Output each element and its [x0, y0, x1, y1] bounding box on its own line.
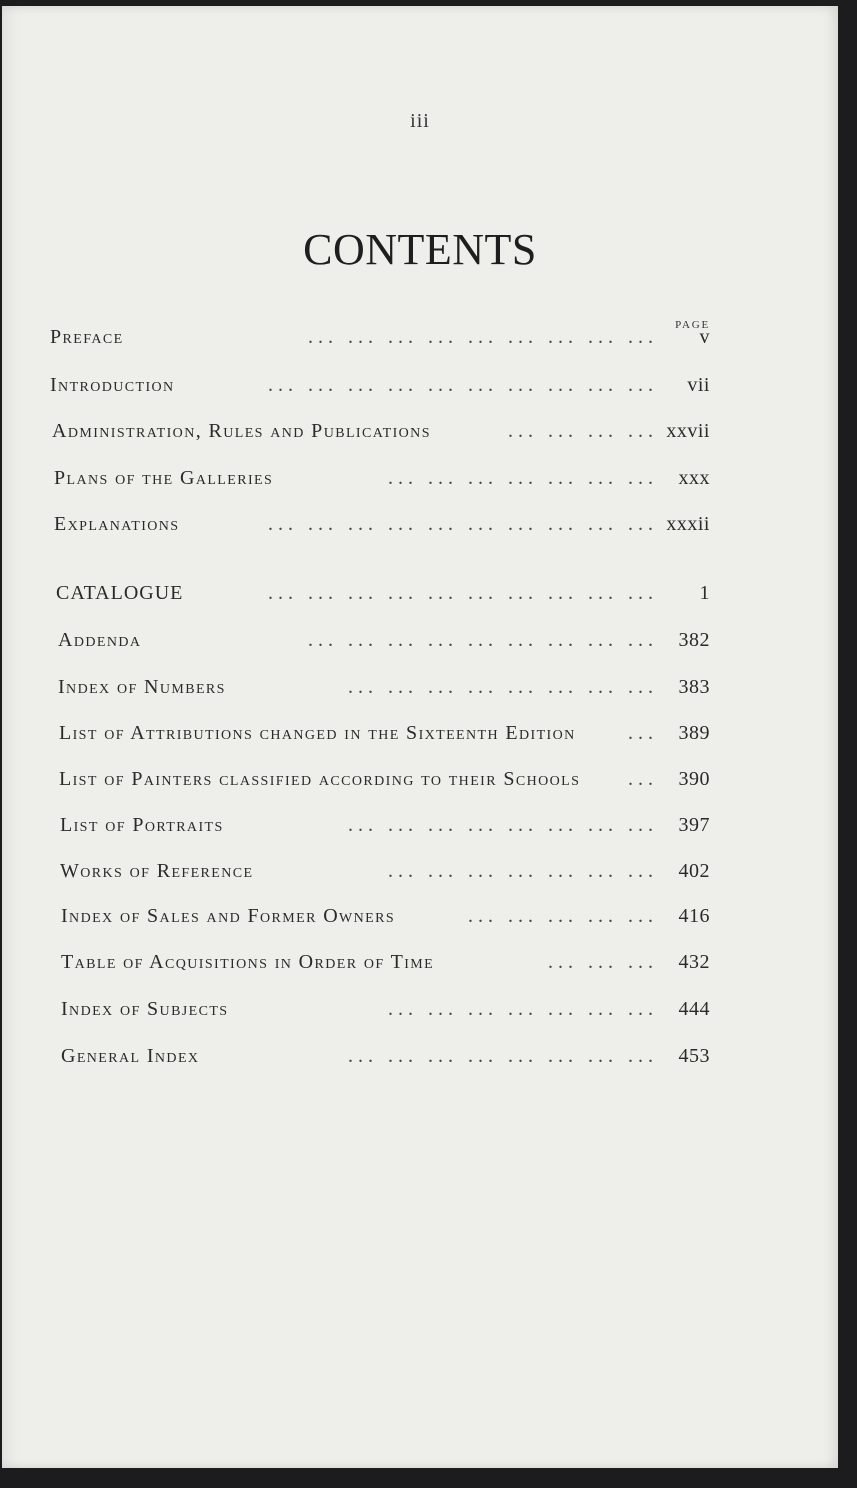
- toc-entry-label: Addenda: [58, 629, 142, 651]
- leader-dots: ... ... ... ... ... ... ... ... ...: [308, 629, 658, 651]
- toc-entry-label: List of Attributions changed in the Sixteenth Edition: [59, 722, 576, 744]
- leader-dots: ...: [628, 722, 658, 744]
- toc-entry-portraits: [60, 814, 710, 844]
- toc-entry-label: Introduction: [50, 374, 175, 396]
- toc-entry-index-of-subjects: [61, 998, 710, 1028]
- toc-entry-label: Explanations: [54, 513, 180, 535]
- toc-entry-page: 389: [678, 722, 710, 744]
- toc-entry-label: CATALOGUE: [56, 582, 184, 604]
- toc-entry-general-index: [61, 1045, 710, 1075]
- toc-entry-page: xxvii: [666, 420, 710, 442]
- toc-entry-page: 416: [678, 905, 710, 927]
- toc-entry-label: Table of Acquisitions in Order of Time: [61, 951, 435, 973]
- toc-entry-addenda: [58, 629, 710, 659]
- leader-dots: ... ... ... ... ... ... ... ...: [348, 1045, 658, 1067]
- leader-dots: ... ... ... ... ...: [468, 905, 658, 927]
- toc-entry-page: 382: [678, 629, 710, 651]
- leader-dots: ... ... ... ... ... ... ... ... ...: [308, 326, 658, 348]
- page-column-label: page: [675, 316, 710, 332]
- toc-entry-acquisitions: [61, 951, 710, 981]
- toc-entry-label: General Index: [61, 1045, 200, 1067]
- toc-entry-label: Index of Sales and Former Owners: [61, 905, 396, 927]
- toc-entry-page: 444: [678, 998, 710, 1020]
- leader-dots: ... ... ... ... ... ... ...: [388, 467, 658, 489]
- leader-dots: ... ... ... ... ... ... ... ...: [348, 814, 658, 836]
- toc-entry-page: 390: [678, 768, 710, 790]
- toc-entry-page: v: [699, 326, 710, 348]
- leader-dots: ... ... ... ... ... ... ...: [388, 860, 658, 882]
- toc-entry-preface: [50, 326, 710, 356]
- leader-dots: ... ... ... ... ... ... ... ...: [348, 676, 658, 698]
- toc-entry-label: Works of Reference: [60, 860, 254, 882]
- leader-dots: ...: [628, 768, 658, 790]
- toc-entry-attributions-changed: [59, 722, 710, 752]
- leader-dots: ... ... ... ... ... ... ... ... ... ...: [268, 513, 658, 535]
- toc-entry-index-of-numbers: [58, 676, 710, 706]
- toc-entry-page: 402: [678, 860, 710, 882]
- toc-entry-catalogue: [56, 582, 710, 612]
- toc-entry-page: 397: [678, 814, 710, 836]
- toc-entry-works-of-reference: [60, 860, 710, 890]
- toc-entry-page: 453: [678, 1045, 710, 1067]
- toc-entry-page: xxx: [678, 467, 710, 489]
- book-page: [2, 6, 838, 1468]
- toc-entry-painters-by-school: [59, 768, 710, 798]
- toc-entry-explanations: [54, 513, 710, 543]
- toc-entry-label: List of Portraits: [60, 814, 224, 836]
- toc-entry-label: Index of Numbers: [58, 676, 226, 698]
- toc-entry-page: 432: [678, 951, 710, 973]
- leader-dots: ... ... ... ... ... ... ... ... ... ...: [268, 582, 658, 604]
- toc-entry-page: 383: [678, 676, 710, 698]
- toc-entry-sales-and-owners: [61, 905, 710, 935]
- toc-entry-label: List of Painters classified according to their Schools: [59, 768, 581, 790]
- page-number: iii: [410, 110, 430, 132]
- toc-entry-administration: [52, 420, 710, 450]
- page-title: CONTENTS: [303, 225, 537, 274]
- toc-entry-page: 1: [699, 582, 710, 604]
- leader-dots: ... ... ... ... ... ... ...: [388, 998, 658, 1020]
- toc-entry-introduction: [50, 374, 710, 404]
- toc-entry-label: Preface: [50, 326, 124, 348]
- toc-entry-plans: [54, 467, 710, 497]
- toc-entry-label: Index of Subjects: [61, 998, 229, 1020]
- toc-entry-label: Administration, Rules and Publications: [52, 420, 431, 442]
- leader-dots: ... ... ... ...: [508, 420, 658, 442]
- leader-dots: ... ... ... ... ... ... ... ... ... ...: [268, 374, 658, 396]
- toc-entry-label: Plans of the Galleries: [54, 467, 274, 489]
- leader-dots: ... ... ...: [548, 951, 658, 973]
- toc-entry-page: vii: [687, 374, 710, 396]
- toc-entry-page: xxxii: [666, 513, 710, 535]
